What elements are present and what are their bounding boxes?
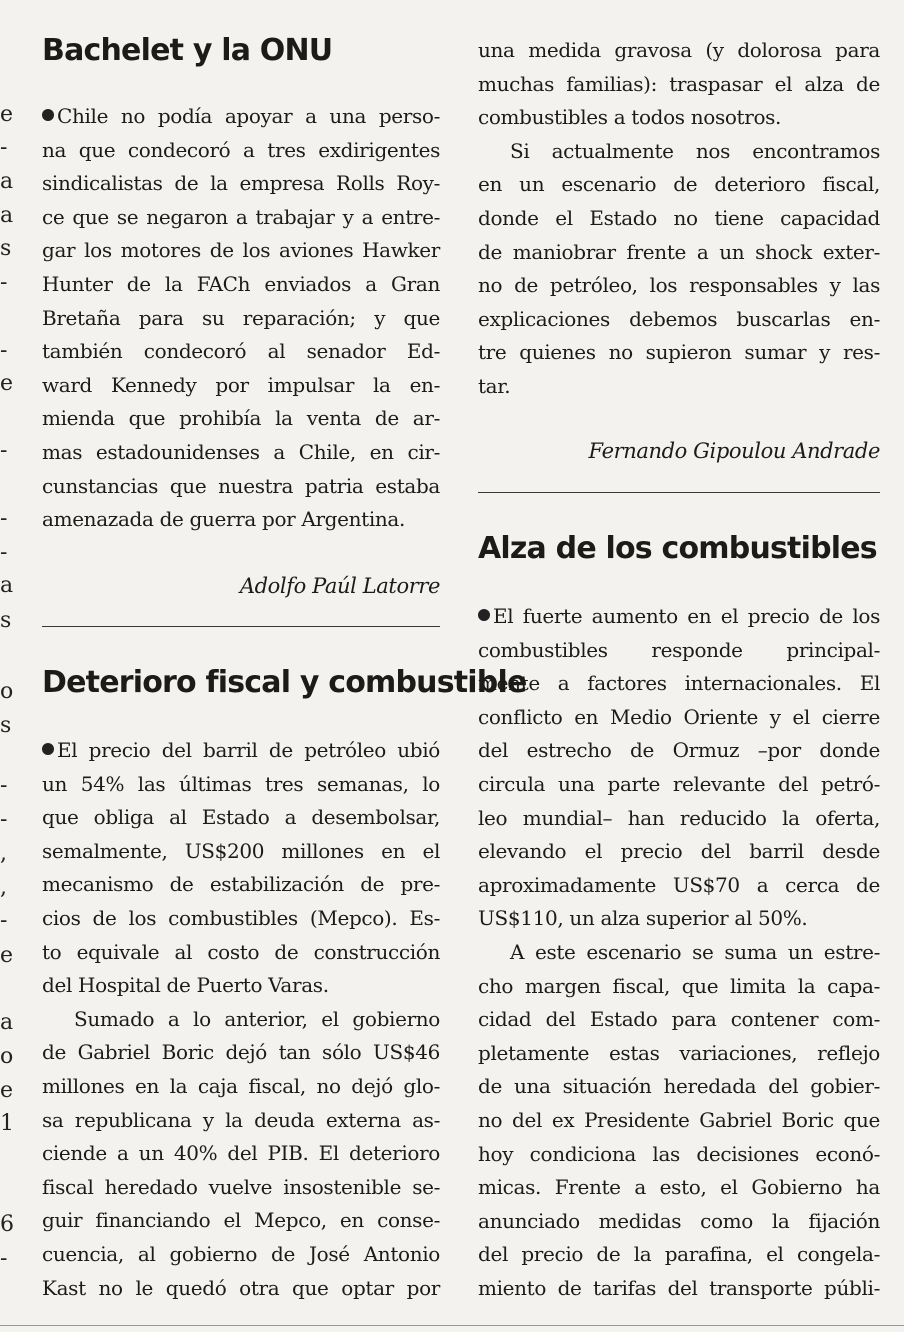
text-line [478,936,880,970]
text-line [478,202,880,236]
text-line [478,835,880,869]
text-line [478,970,880,1004]
text-line-content: explicaciones debemos buscarlas en- [478,306,880,331]
text-line [478,1205,880,1239]
margin-fragment: o [0,679,14,704]
text-line [478,667,880,701]
text-line-content: del estrecho de Ormuz –por donde [478,738,880,763]
text-line [478,135,880,169]
text-line-content: cidad del Estado para contener com- [478,1007,880,1032]
text-line-content: muchas familias): traspasar el alza de [478,71,880,96]
text-line [42,1137,440,1171]
text-line-content: cuencia, al gobierno de José Antonio [42,1241,440,1266]
text-line-content: ciende a un 40% del PIB. El deterioro [42,1141,440,1166]
text-line-content: ward Kennedy por impulsar la en- [42,372,440,397]
margin-fragment: e [0,371,14,396]
text-line [42,936,440,970]
text-line [42,801,440,835]
text-line-content: Hunter de la FACh enviados a Gran [42,271,440,296]
margin-fragment: a [0,169,14,194]
margin-fragment: s [0,713,12,738]
text-line-content: ce que se negaron a trabajar y a entre- [42,204,440,229]
text-line-content: una medida gravosa (y dolorosa para [478,38,880,62]
bullet-icon [478,609,490,621]
text-line-content: tar. [478,373,511,398]
letter-body-continuation [478,34,880,404]
text-line [478,768,880,802]
text-line-content: micas. Frente a esto, el Gobierno ha [478,1175,880,1200]
text-line [42,969,440,1003]
text-line-content: en un escenario de deterioro fiscal, [478,172,880,197]
text-line [478,600,880,634]
text-line [42,902,440,936]
text-line-content: millones en la caja fiscal, no dejó glo- [42,1073,440,1098]
text-line [42,868,440,902]
text-line [42,734,440,768]
text-line [42,268,440,302]
page-bottom-rule [0,1325,904,1326]
text-line [478,336,880,370]
letter-title: Deterioro fiscal y combustible [42,665,527,700]
section-divider [42,626,440,627]
margin-fragment: - [0,1246,8,1271]
text-line-content: anunciado medidas como la fijación [478,1208,880,1233]
text-line-content: conflicto en Medio Oriente y el cierre [478,704,880,729]
letter-signature: Fernando Gipoulou Andrade [588,439,880,463]
margin-fragment: a [0,573,14,598]
text-line-content: guir financiando el Mepco, en conse- [42,1208,440,1233]
text-line-content: de maniobrar frente a un shock exter- [478,239,880,264]
letter-body [42,100,440,537]
text-line [478,1070,880,1104]
text-line-content: Bretaña para su reparación; y que [42,305,440,330]
text-line-content: A este escenario se suma un estre- [510,939,880,964]
text-line-content: mienda que prohibía la venta de ar- [42,406,440,431]
text-line-content: circula una parte relevante del petró- [478,771,880,796]
text-line-content: na que condecoró a tres exdirigentes [42,137,440,162]
text-line [42,768,440,802]
text-line-content: mente a factores internacionales. El [478,671,880,696]
text-line [42,1003,440,1037]
text-line-content: Kast no le quedó otra que optar por [42,1275,440,1300]
text-line-content: no del ex Presidente Gabriel Boric que [478,1107,880,1132]
margin-fragment: s [0,236,12,261]
margin-fragments [0,0,12,1332]
text-line-content: que obliga al Estado a desembolsar, [42,805,440,830]
text-line [478,370,880,404]
margin-fragment: 1 [0,1111,14,1136]
text-line-content: tre quienes no supieron sumar y res- [478,340,880,365]
text-line-content: to equivale al costo de construcción [42,939,440,964]
letter-title: Bachelet y la ONU [42,33,333,68]
text-line-content: combustibles responde principal- [478,637,880,662]
text-line-content: elevando el precio del barril desde [478,839,880,864]
text-line [478,168,880,202]
text-line-content: semalmente, US$200 millones en el [42,838,440,863]
margin-fragment: - [0,540,8,565]
text-line-content: no de petróleo, los responsables y las [478,273,880,298]
margin-fragment: a [0,1010,14,1035]
text-line [42,503,440,537]
text-line-content: El precio del barril de petróleo ubió [57,738,440,762]
text-line-content: cho margen fiscal, que limita la capa- [478,973,880,998]
text-line [478,303,880,337]
bullet-icon [42,109,54,121]
text-line-content: Chile no podía apoyar a una perso- [57,104,440,128]
text-line [42,369,440,403]
margin-fragment: e [0,943,14,968]
text-line-content: US$110, un alza superior al 50%. [478,906,808,931]
text-line [42,1204,440,1238]
margin-fragment: - [0,773,8,798]
text-line [42,1036,440,1070]
text-line-content: hoy condiciona las decisiones econó- [478,1141,880,1166]
text-line-content: mas estadounidenses a Chile, en cir- [42,439,440,464]
margin-fragment: - [0,908,8,933]
text-line-content: gar los motores de los aviones Hawker [42,238,440,263]
margin-fragment: - [0,438,8,463]
text-line [478,869,880,903]
text-line-content: miento de tarifas del transporte públi- [478,1275,880,1300]
margin-fragment: - [0,807,8,832]
text-line [42,835,440,869]
text-line [478,802,880,836]
text-line [42,1272,440,1306]
text-line [42,1171,440,1205]
text-line-content: Si actualmente nos encontramos [510,138,880,163]
text-line [42,1070,440,1104]
text-line [42,1238,440,1272]
text-line [478,1171,880,1205]
text-line [478,68,880,102]
text-line-content: un 54% las últimas tres semanas, lo [42,771,440,796]
text-line-content: cios de los combustibles (Mepco). Es- [42,905,440,930]
margin-fragment: e [0,102,14,127]
margin-fragment: , [0,875,7,900]
margin-fragment: o [0,1044,14,1069]
text-line [478,902,880,936]
margin-fragment: , [0,841,7,866]
text-line [478,101,880,135]
text-line [478,734,880,768]
section-divider [478,492,880,493]
text-line [42,234,440,268]
text-line-content: Sumado a lo anterior, el gobierno [74,1006,440,1031]
text-line [42,134,440,168]
text-line [42,167,440,201]
text-line [478,1138,880,1172]
text-line-content: donde el Estado no tiene capacidad [478,205,880,230]
bullet-icon [42,743,54,755]
text-line-content: El fuerte aumento en el precio de los [493,604,880,628]
text-line [478,34,880,68]
text-line [478,634,880,668]
text-line [478,1104,880,1138]
margin-fragment: 6 [0,1212,14,1237]
text-line-content: amenazada de guerra por Argentina. [42,507,405,532]
text-line [42,201,440,235]
text-line [42,302,440,336]
letter-body [42,734,440,1305]
text-line [42,335,440,369]
text-line-content: pletamente estas variaciones, reflejo [478,1040,880,1065]
margin-fragment: s [0,608,12,633]
letter-title: Alza de los combustibles [478,531,877,566]
text-line [478,701,880,735]
text-line [478,236,880,270]
text-line-content: de Gabriel Boric dejó tan sólo US$46 [42,1040,440,1065]
text-line-content: sa republicana y la deuda externa as- [42,1107,440,1132]
text-line [478,1272,880,1306]
margin-fragment: - [0,506,8,531]
text-line-content: fiscal heredado vuelve insostenible se- [42,1174,440,1199]
text-line [478,1238,880,1272]
text-line-content: del precio de la parafina, el congela- [478,1242,880,1267]
margin-fragment: - [0,135,8,160]
text-line [42,1104,440,1138]
text-line-content: también condecoró al senador Ed- [42,339,440,364]
text-line-content: de una situación heredada del gobier- [478,1074,880,1099]
text-line-content: aproximadamente US$70 a cerca de [478,872,880,897]
letter-body [478,600,880,1305]
text-line-content: combustibles a todos nosotros. [478,105,782,130]
letter-signature: Adolfo Paúl Latorre [239,574,440,598]
text-line [42,402,440,436]
text-line [42,100,440,134]
margin-fragment: e [0,1078,14,1103]
text-line [478,1037,880,1071]
text-line [42,436,440,470]
text-line-content: sindicalistas de la empresa Rolls Roy- [42,171,440,196]
text-line [478,1003,880,1037]
margin-fragment: - [0,338,8,363]
text-line-content: mecanismo de estabilización de pre- [42,872,440,897]
margin-fragment: a [0,203,14,228]
text-line [42,470,440,504]
text-line-content: leo mundial– han reducido la oferta, [478,805,880,830]
text-line-content: cunstancias que nuestra patria estaba [42,473,440,498]
text-line-content: del Hospital de Puerto Varas. [42,973,329,998]
margin-fragment: - [0,270,8,295]
text-line [478,269,880,303]
